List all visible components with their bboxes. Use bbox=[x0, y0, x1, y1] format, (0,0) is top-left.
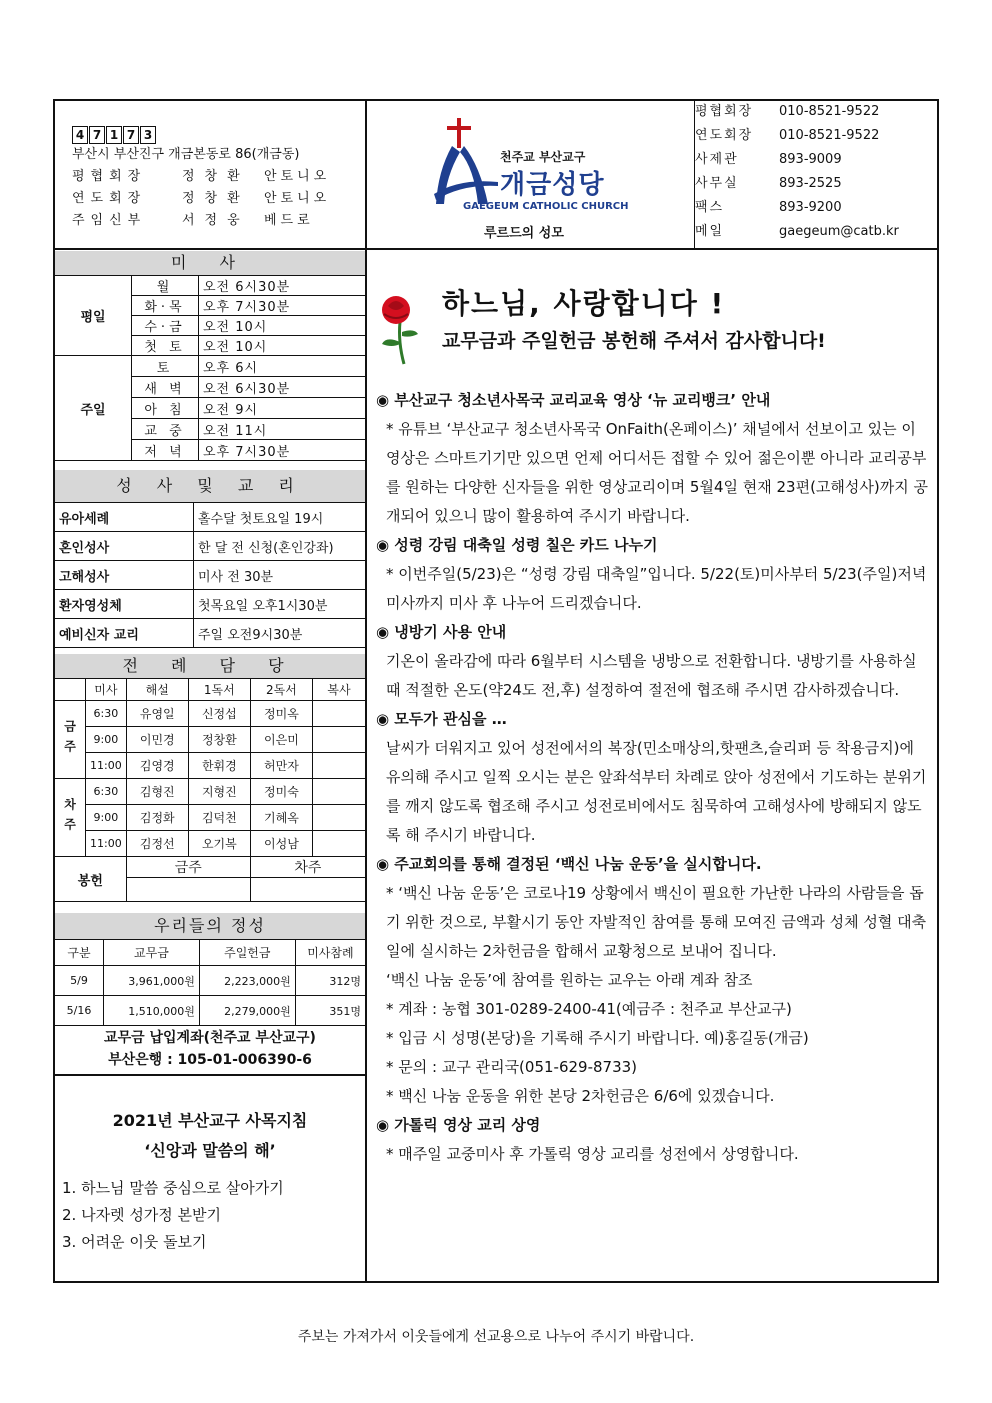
liturgy-reader2: 정미숙 bbox=[250, 779, 312, 805]
contact-label: 팩스 bbox=[695, 200, 725, 215]
liturgy-row bbox=[55, 727, 366, 753]
pastoral-motto: ‘신앙과 말씀의 해’ bbox=[144, 1141, 276, 1160]
diocese-name: 천주교 부산교구 bbox=[500, 150, 586, 164]
liturgy-commentator: 이민경 bbox=[126, 727, 188, 753]
pastoral-divider bbox=[53, 1074, 366, 1076]
offerings-row bbox=[55, 996, 366, 1026]
mass-day: 첫 토 bbox=[132, 336, 199, 356]
liturgy-reader1: 한휘경 bbox=[188, 753, 250, 779]
postal-digit: 4 bbox=[72, 126, 88, 144]
officer-role: 주임신부 bbox=[72, 213, 147, 228]
news-item bbox=[376, 1053, 932, 1082]
contact-value: 010-8521-9522 bbox=[779, 104, 880, 119]
officer-role: 평협회장 bbox=[72, 169, 147, 184]
sacrament-name: 유아세례 bbox=[55, 503, 194, 532]
offerings-title: 우리들의 정성 bbox=[55, 913, 365, 939]
news-item bbox=[376, 850, 932, 966]
offering-attendance: 312명 bbox=[295, 966, 365, 996]
news-list bbox=[376, 386, 932, 1169]
news-item bbox=[376, 1082, 932, 1111]
liturgy-reader2: 기혜옥 bbox=[250, 805, 312, 831]
sacrament-value: 한 달 전 신청(혼인강좌) bbox=[194, 532, 366, 561]
pastoral-list bbox=[62, 1175, 284, 1256]
liturgy-header: 해설 bbox=[126, 679, 188, 701]
liturgy-reader2: 이성남 bbox=[250, 831, 312, 857]
contact-label: 연도회장 bbox=[695, 128, 754, 143]
contact-value: 893-9009 bbox=[779, 152, 842, 167]
rose-icon bbox=[370, 292, 426, 366]
news-paragraph: * 백신 나눔 운동을 위한 본당 2차헌금은 6/6에 있겠습니다. bbox=[386, 1087, 775, 1105]
offering-date: 5/16 bbox=[55, 996, 104, 1026]
liturgy-reader1: 오기복 bbox=[188, 831, 250, 857]
offering-sunday: 2,279,000원 bbox=[199, 996, 295, 1026]
news-item bbox=[376, 995, 932, 1024]
offerings-header-row bbox=[55, 940, 366, 966]
news-item bbox=[376, 705, 932, 850]
contact-label: 사무실 bbox=[695, 176, 739, 191]
liturgy-server bbox=[313, 805, 366, 831]
postal-digit: 7 bbox=[123, 126, 139, 144]
mass-day: 저 녁 bbox=[132, 440, 199, 461]
officer-role: 연도회장 bbox=[72, 191, 147, 206]
liturgy-title: 전 례 담 당 bbox=[55, 654, 365, 678]
sacrament-value: 첫목요일 오후1시30분 bbox=[194, 590, 366, 619]
news-paragraph: * 유튜브 ‘부산교구 청소년사목국 OnFaith(온페이스)’ 채널에서 선보이고 있는 이 영상은 스마트기기만 있으면 언제 어디서든 접할 수 있어 젊은이뿐 아니라 교리공부를 원하는 다양한 신자들을 위한 영상교리이며 5월4일 현재 23편(고해성사)까지 공개되어 있으니 많이 활용하여 주시기 바랍니다. bbox=[386, 420, 928, 525]
liturgy-mass: 11:00 bbox=[86, 753, 127, 779]
contact-value: 893-2525 bbox=[779, 176, 842, 191]
mass-day: 새 벽 bbox=[132, 377, 199, 398]
news-item bbox=[376, 386, 932, 531]
officer-baptismal: 베드로 bbox=[264, 213, 314, 228]
officer-name: 정창환 bbox=[182, 169, 250, 184]
liturgy-row bbox=[55, 753, 366, 779]
contact-row bbox=[695, 124, 899, 148]
mass-day: 화·목 bbox=[132, 296, 199, 316]
liturgy-reader1: 김덕천 bbox=[188, 805, 250, 831]
patron-saint: 루르드의 성모 bbox=[484, 226, 564, 241]
sacrament-name: 환자영성체 bbox=[55, 590, 194, 619]
postal-digit: 1 bbox=[106, 126, 122, 144]
offering-attendance: 351명 bbox=[295, 996, 365, 1026]
officer-name: 서정웅 bbox=[182, 213, 250, 228]
mass-time: 오후 6시 bbox=[199, 356, 366, 377]
offering-tithe: 3,961,000원 bbox=[104, 966, 200, 996]
officer-row bbox=[72, 166, 330, 188]
contact-list bbox=[695, 100, 899, 244]
pastoral-item: 2. 나자렛 성가정 본받기 bbox=[62, 1206, 222, 1224]
news-paragraph: * ‘백신 나눔 운동’은 코로나19 상황에서 백신이 필요한 가난한 나라의 사람들을 돕기 위한 것으로, 부활시기 동안 자발적인 참여를 통해 모여진 금액과 성체 성혈 대축일에 실시하는 2차헌금을 합해서 교황청으로 보내어 집니다. bbox=[386, 884, 927, 960]
pastoral-title: 2021년 부산교구 사목지침 bbox=[112, 1111, 308, 1130]
offerings-table bbox=[54, 939, 366, 1026]
news-item bbox=[376, 966, 932, 995]
contact-label: 평협회장 bbox=[695, 104, 754, 119]
liturgy-header: 복사 bbox=[313, 679, 366, 701]
sacrament-value: 홀수달 첫토요일 19시 bbox=[194, 503, 366, 532]
sacrament-row bbox=[55, 590, 366, 619]
news-item bbox=[376, 1024, 932, 1053]
liturgy-server bbox=[313, 701, 366, 727]
mass-group-label: 주일 bbox=[55, 356, 132, 461]
liturgy-commentator: 김형진 bbox=[126, 779, 188, 805]
sacraments-table bbox=[54, 502, 366, 648]
liturgy-table bbox=[54, 678, 366, 902]
mass-time: 오전 10시 bbox=[199, 316, 366, 336]
sacrament-value: 미사 전 30분 bbox=[194, 561, 366, 590]
sacrament-name: 예비신자 교리 bbox=[55, 619, 194, 648]
officer-name: 정창환 bbox=[182, 191, 250, 206]
flower-next-week-value bbox=[250, 878, 365, 902]
sacrament-value: 주일 오전9시30분 bbox=[194, 619, 366, 648]
liturgy-header: 1독서 bbox=[188, 679, 250, 701]
mass-time: 오후 7시30분 bbox=[199, 440, 366, 461]
liturgy-server bbox=[313, 779, 366, 805]
news-item bbox=[376, 531, 932, 618]
liturgy-reader2: 이은미 bbox=[250, 727, 312, 753]
news-paragraph: * 문의 : 교구 관리국(051-629-8733) bbox=[386, 1058, 638, 1076]
contact-label: 사제관 bbox=[695, 152, 739, 167]
news-paragraph: * 입금 시 성명(본당)을 기록해 주시기 바랍니다. 예)홍길동(개금) bbox=[386, 1029, 809, 1047]
offerings-header: 교무금 bbox=[104, 940, 200, 966]
news-paragraph: * 계좌 : 농협 301-0289-2400-41(예금주 : 천주교 부산교구) bbox=[386, 1000, 792, 1018]
church-name: 개금성당 bbox=[500, 170, 605, 200]
liturgy-commentator: 김영경 bbox=[126, 753, 188, 779]
offerings-header: 미사참례 bbox=[295, 940, 365, 966]
news-paragraph: * 이번주일(5/23)은 “성령 강림 대축일”입니다. 5/22(토)미사부터 5/23(주일)저녁미사까지 미사 후 나누어 드리겠습니다. bbox=[386, 565, 927, 612]
mass-row bbox=[55, 356, 366, 377]
liturgy-group-label: 금주 bbox=[55, 701, 86, 779]
mass-time: 오전 6시30분 bbox=[199, 377, 366, 398]
church-logo-icon bbox=[430, 116, 490, 208]
news-item bbox=[376, 1111, 932, 1169]
mass-day: 수·금 bbox=[132, 316, 199, 336]
officer-baptismal: 안토니오 bbox=[264, 169, 331, 184]
contact-value: gaegeum@catb.kr bbox=[779, 224, 899, 239]
mass-time: 오전 11시 bbox=[199, 419, 366, 440]
postal-code bbox=[72, 124, 157, 144]
postal-digit: 7 bbox=[89, 126, 105, 144]
liturgy-corner bbox=[55, 679, 86, 701]
liturgy-row bbox=[55, 805, 366, 831]
news-paragraph: 날씨가 더워지고 있어 성전에서의 복장(민소매상의,핫팬츠,슬리퍼 등 착용금지)에 유의해 주시고 일찍 오시는 분은 앞좌석부터 차례로 앉아 성전에서 기도하는 분위기를 깨지 않도록 협조해 주시고 성전로비에서도 침묵하여 고해성사에 방해되지 않도록 해 주시기 바랍니다. bbox=[386, 739, 927, 844]
liturgy-reader1: 정창환 bbox=[188, 727, 250, 753]
contact-row bbox=[695, 220, 899, 244]
mass-time: 오전 6시30분 bbox=[199, 276, 366, 296]
contact-value: 893-9200 bbox=[779, 200, 842, 215]
liturgy-commentator: 김정화 bbox=[126, 805, 188, 831]
contact-label: 메일 bbox=[695, 224, 725, 239]
officer-list bbox=[72, 166, 330, 232]
offerings-row bbox=[55, 966, 366, 996]
liturgy-reader1: 지형진 bbox=[188, 779, 250, 805]
church-name-en: GAEGEUM CATHOLIC CHURCH bbox=[463, 201, 629, 212]
offering-date: 5/9 bbox=[55, 966, 104, 996]
news-heading: ◉ 모두가 관심을 … bbox=[376, 710, 507, 728]
officer-baptismal: 안토니오 bbox=[264, 191, 331, 206]
flower-row bbox=[55, 857, 366, 878]
liturgy-server bbox=[313, 831, 366, 857]
news-item bbox=[376, 618, 932, 705]
mass-day: 토 bbox=[132, 356, 199, 377]
footer-note: 주보는 가져가서 이웃들에게 선교용으로 나누어 주시기 바랍니다. bbox=[297, 1329, 695, 1345]
liturgy-row bbox=[55, 701, 366, 727]
church-address: 부산시 부산진구 개금본동로 86(개금동) bbox=[72, 147, 300, 162]
officer-row bbox=[72, 188, 330, 210]
sacraments-title: 성 사 및 교 리 bbox=[55, 470, 365, 502]
mass-time: 오전 9시 bbox=[199, 398, 366, 419]
news-paragraph: 기온이 올라감에 따라 6월부터 시스템을 냉방으로 전환합니다. 냉방기를 사용하실 때 적절한 온도(약24도 전,후) 설정하여 절전에 협조해 주시면 감사하겠습니다. bbox=[386, 652, 917, 699]
liturgy-row bbox=[55, 831, 366, 857]
flower-this-week-value bbox=[126, 878, 250, 902]
liturgy-commentator: 김정선 bbox=[126, 831, 188, 857]
account-number: 부산은행 : 105-01-006390-6 bbox=[108, 1052, 312, 1068]
contact-value: 010-8521-9522 bbox=[779, 128, 880, 143]
postal-digit: 3 bbox=[140, 126, 156, 144]
sacrament-row bbox=[55, 532, 366, 561]
news-heading: ◉ 부산교구 청소년사목국 교리교육 영상 ‘뉴 교리뱅크’ 안내 bbox=[376, 391, 771, 409]
news-heading: ◉ 주교회의를 통해 결정된 ‘백신 나눔 운동’을 실시합니다. bbox=[376, 855, 762, 873]
sacrament-row bbox=[55, 561, 366, 590]
liturgy-header-row bbox=[55, 679, 366, 701]
liturgy-mass: 11:00 bbox=[86, 831, 127, 857]
mass-time: 오전 10시 bbox=[199, 336, 366, 356]
pastoral-item: 1. 하느님 말씀 중심으로 살아가기 bbox=[62, 1179, 284, 1197]
mass-schedule-table bbox=[54, 275, 366, 461]
mass-group-label: 평일 bbox=[55, 276, 132, 356]
sacrament-name: 혼인성사 bbox=[55, 532, 194, 561]
liturgy-server bbox=[313, 753, 366, 779]
liturgy-mass: 9:00 bbox=[86, 805, 127, 831]
liturgy-reader2: 허만자 bbox=[250, 753, 312, 779]
liturgy-commentator: 유영일 bbox=[126, 701, 188, 727]
liturgy-mass: 9:00 bbox=[86, 727, 127, 753]
offering-sunday: 2,223,000원 bbox=[199, 966, 295, 996]
sacrament-name: 고해성사 bbox=[55, 561, 194, 590]
offerings-header: 구분 bbox=[55, 940, 104, 966]
offering-tithe: 1,510,000원 bbox=[104, 996, 200, 1026]
liturgy-reader2: 정미옥 bbox=[250, 701, 312, 727]
flower-next-week: 차주 bbox=[250, 857, 365, 878]
flower-this-week: 금주 bbox=[126, 857, 250, 878]
flower-label: 봉헌 bbox=[55, 857, 127, 902]
contact-row bbox=[695, 100, 899, 124]
news-paragraph: * 매주일 교중미사 후 가톨릭 영상 교리를 성전에서 상영합니다. bbox=[386, 1145, 799, 1163]
liturgy-group-label: 차주 bbox=[55, 779, 86, 857]
news-heading: ◉ 냉방기 사용 안내 bbox=[376, 623, 507, 641]
mass-row bbox=[55, 276, 366, 296]
account-info bbox=[55, 1027, 365, 1071]
contact-row bbox=[695, 148, 899, 172]
contact-row bbox=[695, 172, 899, 196]
news-paragraph: ‘백신 나눔 운동’에 참여를 원하는 교우는 아래 계좌 참조 bbox=[386, 971, 753, 989]
liturgy-header: 미사 bbox=[86, 679, 127, 701]
account-label: 교무금 납입계좌(천주교 부산교구) bbox=[104, 1030, 316, 1046]
header-divider bbox=[53, 248, 939, 250]
pastoral-item: 3. 어려운 이웃 돌보기 bbox=[62, 1233, 207, 1251]
mass-day: 아 침 bbox=[132, 398, 199, 419]
liturgy-mass: 6:30 bbox=[86, 701, 127, 727]
contact-row bbox=[695, 196, 899, 220]
liturgy-header: 2독서 bbox=[250, 679, 312, 701]
sacrament-row bbox=[55, 619, 366, 648]
news-heading: ◉ 가톨릭 영상 교리 상영 bbox=[376, 1116, 541, 1134]
pastoral-heading bbox=[55, 1106, 365, 1166]
mass-day: 교 중 bbox=[132, 419, 199, 440]
liturgy-row bbox=[55, 779, 366, 805]
headline-main: 하느님, 사랑합니다 ! bbox=[442, 287, 726, 320]
liturgy-server bbox=[313, 727, 366, 753]
headline-sub: 교무금과 주일헌금 봉헌해 주셔서 감사합니다! bbox=[442, 330, 826, 352]
liturgy-mass: 6:30 bbox=[86, 779, 127, 805]
sacrament-row bbox=[55, 503, 366, 532]
mass-time: 오후 7시30분 bbox=[199, 296, 366, 316]
mass-day: 월 bbox=[132, 276, 199, 296]
officer-row bbox=[72, 210, 330, 232]
news-heading: ◉ 성령 강림 대축일 성령 칠은 카드 나누기 bbox=[376, 536, 658, 554]
offerings-header: 주일헌금 bbox=[199, 940, 295, 966]
liturgy-reader1: 신정섭 bbox=[188, 701, 250, 727]
mass-title: 미 사 bbox=[55, 251, 365, 275]
